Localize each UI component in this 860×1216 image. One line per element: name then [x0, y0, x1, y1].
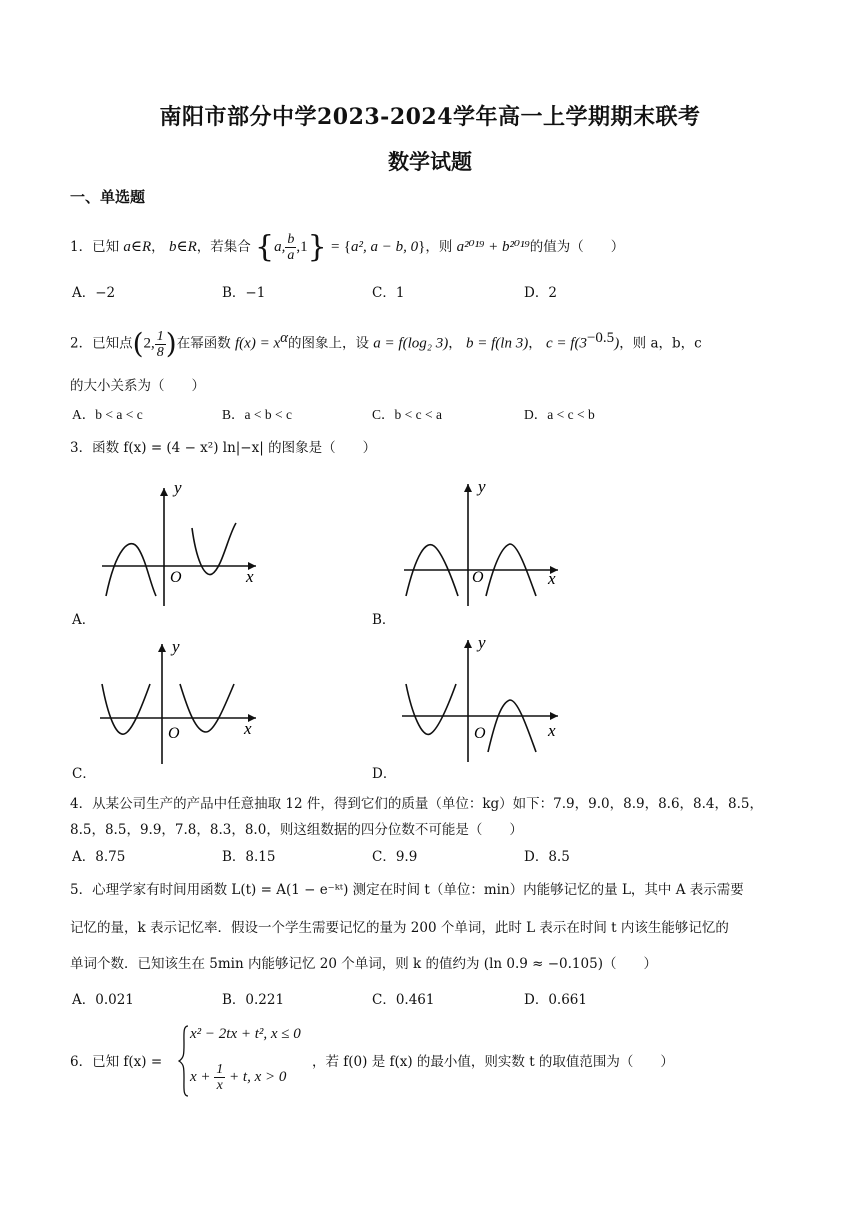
graph-c-right-curve: [180, 684, 234, 732]
question-2: 2．已知点(2, $\frac{1}{8}$ )在幂函数 $f(x) = x^\alpha$的图象上，设 a = f(log₂ 3)， b = f(ln 3)， $c = f(3^{-0.5})$，则 a，b，c: [70, 327, 702, 360]
q2-c-def: c = f(3: [546, 335, 587, 352]
q1-then: ，则: [425, 239, 453, 255]
q6-fraction: [214, 1062, 225, 1093]
q6-frac-denominator: x: [216, 1078, 223, 1093]
q5-option-a[interactable]: A．0.021: [72, 992, 134, 1008]
graph-c-y-label: y: [172, 637, 180, 656]
graph-d-y-label: y: [478, 634, 486, 652]
q2-option-b[interactable]: B．a < b < c: [222, 407, 292, 422]
q2-paren-close: ): [165, 327, 177, 360]
question-6-suffix: ，若 f(0) 是 f(x) 的最小值，则实数 t 的取值范围为（ ）: [312, 1054, 674, 1070]
q6-brace: [178, 1024, 190, 1098]
q4-option-d[interactable]: D．8.5: [524, 849, 570, 865]
q1-frac-numerator: b: [287, 232, 295, 247]
graph-c-label[interactable]: C．: [72, 766, 96, 782]
graph-b-x-label: x: [548, 569, 556, 588]
q1-fraction: [285, 232, 296, 263]
q2-c-end: ): [614, 335, 620, 352]
graph-d-label[interactable]: D．: [372, 766, 397, 782]
q2-frac-denominator: 8: [156, 344, 164, 360]
graph-a[interactable]: [96, 478, 266, 608]
q1-prefix: 1．已知: [70, 239, 120, 255]
graph-b-y-arrow: [464, 484, 472, 492]
graph-d-x-label: x: [548, 721, 556, 740]
q1-option-d[interactable]: D．2: [524, 285, 557, 301]
q2-mid: 在幂函数: [176, 335, 231, 352]
q2-point-x: 2,: [143, 335, 155, 352]
q1-right-brace: }: [307, 229, 327, 265]
q1-set1-start: a,: [274, 239, 286, 255]
q1-expression: a²⁰¹⁹ + b²⁰¹⁹: [456, 239, 530, 255]
graph-c-y-arrow: [158, 644, 166, 652]
q1-option-c[interactable]: C．1: [372, 285, 405, 301]
q2-a-def: a = f(log₂ 3): [373, 335, 449, 352]
q1-b-domain: b∈R: [168, 239, 197, 255]
graph-b-origin: O: [472, 569, 484, 586]
graph-a-label[interactable]: A．: [72, 612, 96, 628]
graph-b-label[interactable]: B．: [372, 612, 396, 628]
q2-option-a[interactable]: A．b < a < c: [72, 407, 143, 422]
q4-option-b[interactable]: B．8.15: [222, 849, 276, 865]
graph-a-y-arrow: [160, 488, 168, 496]
q2-b-def: b = f(ln 3): [466, 335, 529, 352]
graph-c-x-label: x: [244, 719, 252, 738]
question-5-line-2: 记忆的量，k 表示记忆率．假设一个学生需要记忆的量为 200 个单词，此时 L 表示在时间 t 内该生能够记忆的: [70, 920, 729, 936]
q1-equals: =: [331, 239, 340, 255]
q2-paren-open: (: [132, 327, 144, 360]
graph-c-left-curve: [102, 684, 150, 734]
graph-b[interactable]: [398, 478, 568, 608]
question-6-prefix: 6．已知 f(x) =: [70, 1054, 163, 1070]
graph-d-x-arrow: [550, 712, 558, 720]
question-5-line-1: 5．心理学家有时间用函数 L(t) = A(1 − e⁻ᵏᵗ) 测定在时间 t（单位：min）内能够记忆的量 L，其中 A 表示需要: [70, 882, 744, 898]
graph-b-y-label: y: [478, 478, 486, 496]
graph-c-origin: O: [168, 725, 180, 742]
q6-case-2: [190, 1062, 286, 1093]
question-3: 3．函数 f(x) = (4 − x²) ln|−x| 的图象是（ ）: [70, 440, 377, 456]
graph-a-origin: O: [170, 569, 182, 586]
q5-option-d[interactable]: D．0.661: [524, 992, 587, 1008]
graph-d-left-curve: [406, 684, 456, 734]
q2-prefix: 2．已知点: [70, 335, 133, 352]
page-title: 南阳市部分中学2023-2024学年高一上学期期末联考: [159, 104, 701, 130]
q4-option-a[interactable]: A．8.75: [72, 849, 126, 865]
graph-a-y-label: y: [174, 478, 182, 497]
graph-a-left-curve: [106, 544, 156, 596]
graph-d-y-arrow: [464, 640, 472, 648]
q6-case-2-end: + t, x > 0: [229, 1068, 287, 1085]
question-4-line-1: 4．从某公司生产的产品中任意抽取 12 件，得到它们的质量（单位：kg）如下：7.9，9.0，8.9，8.6，8.4，8.5，: [70, 796, 763, 812]
q1-suffix: 的值为（ ）: [529, 239, 625, 255]
q1-set1-end: ,1: [296, 239, 308, 255]
q2-frac-numerator: 1: [156, 328, 164, 344]
q1-option-b[interactable]: B．−1: [222, 285, 266, 301]
question-1: 1．已知 a∈R， b∈R，若集合 {a, $\frac{b}{a}$ ,1} = {a², a − b, 0}，则 a²⁰¹⁹ + b²⁰¹⁹的值为（ ）: [70, 229, 625, 265]
q2-c-exponent: −0.5: [586, 330, 615, 346]
q5-option-b[interactable]: B．0.221: [222, 992, 285, 1008]
q2-fraction: [155, 329, 166, 360]
q1-frac-denominator: a: [287, 248, 295, 263]
section-heading: 一、单选题: [70, 188, 146, 206]
q2-option-c[interactable]: C．b < c < a: [372, 407, 442, 422]
graph-d[interactable]: [398, 634, 568, 764]
q1-option-a[interactable]: A．−2: [72, 285, 116, 301]
graph-a-x-label: x: [246, 567, 254, 586]
q2-mid2: 的图象上，设: [288, 335, 369, 352]
q6-frac-numerator: 1: [216, 1062, 224, 1077]
q1-left-brace: {: [255, 229, 275, 265]
q2-line-2: 的大小关系为（ ）: [70, 378, 205, 394]
graph-c[interactable]: [96, 636, 266, 766]
q2-tail: ，则 a，b，c: [619, 335, 702, 352]
question-4-line-2: 8.5，8.5，9.9，7.8，8.3，8.0，则这组数据的四分位数不可能是（ ）: [70, 822, 523, 838]
q4-option-c[interactable]: C．9.9: [372, 849, 418, 865]
q1-mid: ，若集合: [196, 239, 251, 255]
q5-option-c[interactable]: C．0.461: [372, 992, 435, 1008]
page-subtitle: 数学试题: [388, 149, 472, 174]
graph-d-right-curve: [488, 700, 536, 752]
question-5-line-3: 单词个数．已知该生在 5min 内能够记忆 20 个单词，则 k 的值约为 (ln 0.9 ≈ −0.105)（ ）: [70, 956, 657, 972]
q2-alpha: α: [280, 330, 288, 346]
q6-case-2-start: x +: [190, 1068, 211, 1085]
q1-set2: a², a − b, 0: [351, 239, 419, 255]
q1-a-domain: a∈R: [123, 239, 152, 255]
q6-case-1: x² − 2tx + t², x ≤ 0: [190, 1026, 301, 1042]
q2-power-function: f(x) = x: [235, 335, 281, 352]
graph-d-origin: O: [474, 725, 486, 742]
q2-option-d[interactable]: D．a < c < b: [524, 407, 595, 422]
